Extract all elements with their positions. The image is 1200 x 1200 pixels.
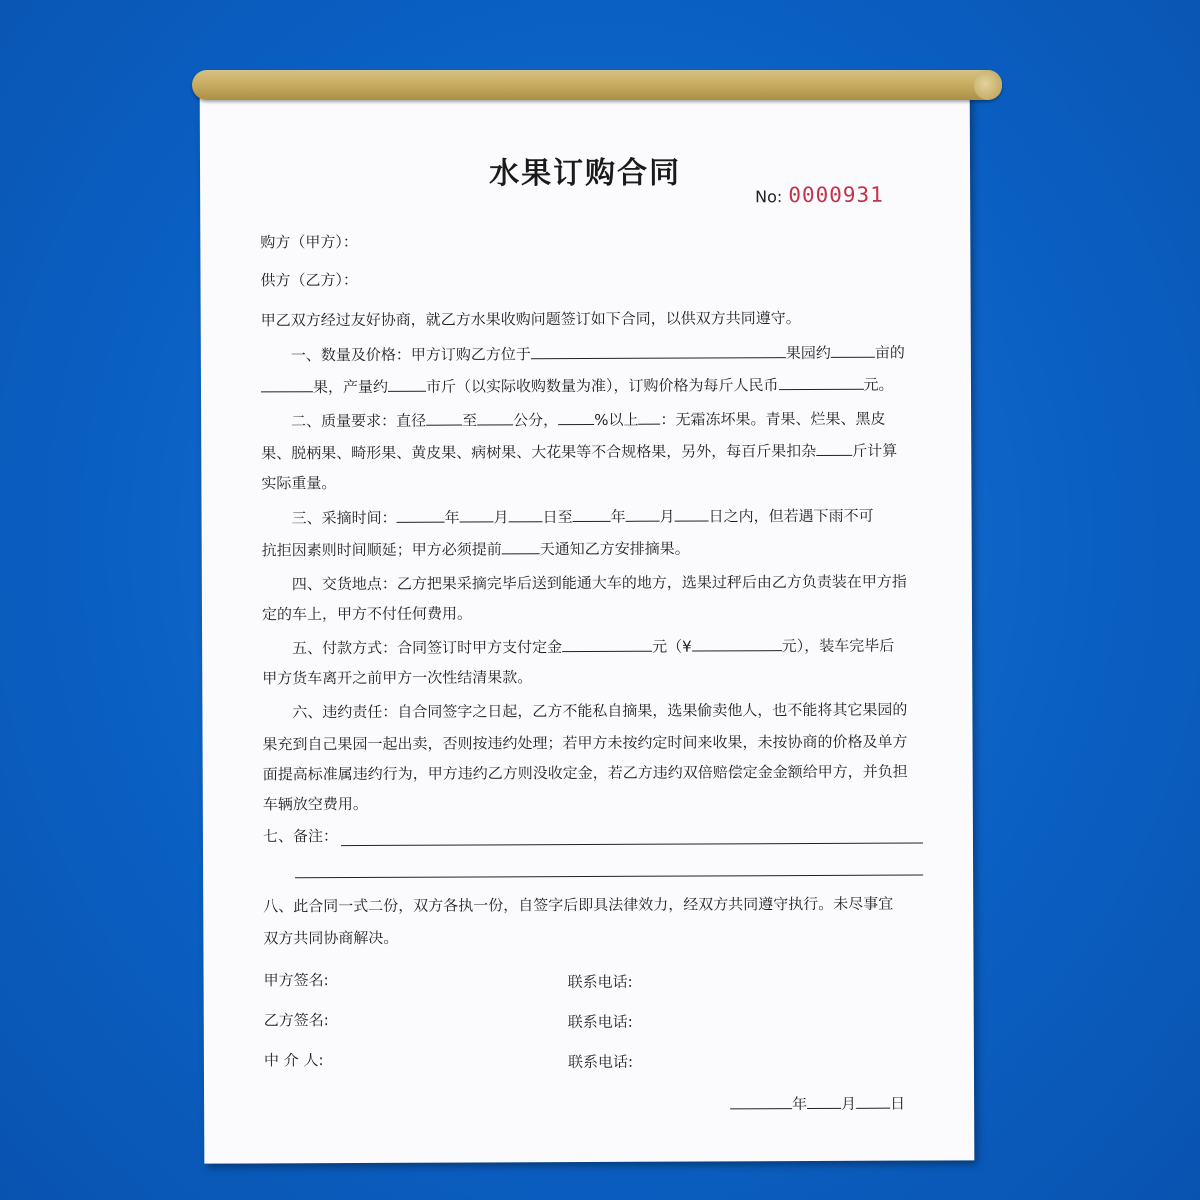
- remarks-line-2[interactable]: [295, 875, 923, 879]
- clause-2-text-d: %以上: [594, 410, 639, 429]
- start-month-blank[interactable]: [460, 507, 494, 522]
- clause-2-text-c: 公分，: [513, 411, 559, 430]
- end-year-blank[interactable]: [573, 507, 611, 522]
- binding-end-cap: [974, 70, 1002, 100]
- clause-6-line-1: 六、违约责任：自合同签字之日起，乙方不能私自摘果，选果偷卖他人，也不能将其它果园的: [292, 700, 908, 722]
- end-day-blank[interactable]: [675, 506, 709, 521]
- clause-1-line-2: [261, 374, 894, 398]
- notice-days-blank[interactable]: [502, 539, 540, 554]
- diameter-max-blank[interactable]: [477, 410, 513, 425]
- start-day-blank[interactable]: [509, 507, 543, 522]
- clause-3-line-1: [292, 505, 874, 529]
- serial-value: 0000931: [788, 182, 884, 208]
- signing-date: [730, 1093, 905, 1115]
- clause-1-text-b: 果园约: [785, 343, 831, 363]
- clause-3-day-to: 日至: [542, 508, 573, 527]
- clause-2-text-e: ：无霜冻坏果。青果、烂果、黑皮: [660, 409, 886, 429]
- deduction-blank[interactable]: [816, 441, 852, 456]
- clause-2-text-a: 二、质量要求：直径: [291, 411, 427, 431]
- deposit-blank[interactable]: [562, 637, 652, 652]
- fruit-type-blank[interactable]: [261, 377, 313, 392]
- price-blank[interactable]: [778, 375, 863, 390]
- clause-5-text-a: 五、付款方式：合同签订时甲方支付定金: [292, 638, 563, 658]
- clause-1-text-d: 果，产量约: [312, 377, 389, 397]
- middleman-label: 中 介 人:: [263, 1051, 324, 1070]
- end-month-blank[interactable]: [626, 507, 660, 522]
- date-year-blank[interactable]: [730, 1094, 792, 1109]
- date-year: 年: [792, 1095, 808, 1114]
- diameter-min-blank[interactable]: [426, 411, 462, 426]
- clause-8-line-2: 双方共同协商解决。: [263, 928, 399, 948]
- contract-sheet: [200, 76, 975, 1163]
- clause-3-text-a: 三、采摘时间：: [291, 508, 397, 528]
- clause-2-text-g: 斤计算: [852, 441, 898, 460]
- intro-text: 甲乙双方经过友好协商，就乙方水果收购问题签订如下合同，以供双方共同遵守。: [260, 309, 801, 330]
- clause-1-line-1: [291, 342, 905, 366]
- clause-5-line-1: [292, 635, 894, 659]
- clause-1-text-f: 元。: [863, 375, 894, 394]
- start-year-blank[interactable]: [397, 508, 445, 523]
- clause-2-text-b: 至: [462, 411, 478, 430]
- clause-6-line-4: 车辆放空费用。: [262, 794, 368, 814]
- clause-5-line-2: 甲方货车离开之前甲方一次性结清果款。: [262, 668, 533, 688]
- clause-4-line-2: 定的车上，甲方不付任何费用。: [261, 604, 473, 624]
- seller-label: 供方（乙方）：: [260, 270, 359, 290]
- date-month-blank[interactable]: [807, 1094, 841, 1109]
- paper-binding-strip: [192, 70, 1002, 100]
- clause-2-line-3: 实际重量。: [261, 474, 337, 493]
- remarks-line-1[interactable]: [341, 843, 923, 847]
- deposit-amount-blank[interactable]: [692, 636, 782, 651]
- date-month: 月: [841, 1094, 857, 1113]
- clause-3-text-b: 日之内，但若遇下雨不可: [708, 506, 874, 526]
- clause-8-line-1: 八、此合同一式二份，双方各执一份，自签字后即具法律效力，经双方共同遵守执行。未尽事宜: [263, 894, 894, 916]
- clause-2-text-f: 果、脱柄果、畸形果、黄皮果、病树果、大花果等不合规格果，另外，每百斤果扣杂: [261, 441, 817, 463]
- grade-blank[interactable]: [638, 410, 660, 425]
- clause-2-line-1: [291, 408, 885, 432]
- clause-1-text-c: 亩的: [874, 343, 905, 362]
- date-day-blank[interactable]: [856, 1094, 890, 1109]
- party-b-phone-label: 联系电话:: [567, 1012, 633, 1032]
- percent-blank[interactable]: [558, 410, 594, 425]
- clause-3-line-2: [262, 538, 690, 561]
- party-b-signature-label: 乙方签名:: [263, 1011, 329, 1030]
- clause-3-year: 年: [444, 508, 460, 527]
- date-day: 日: [890, 1094, 906, 1113]
- orchard-area-blank[interactable]: [831, 343, 875, 358]
- clause-1-text-e: 市斤（以实际收购数量为准），订购价格为每斤人民币: [425, 376, 779, 396]
- clause-4-line-1: 四、交货地点：乙方把果采摘完毕后送到能通大车的地方，选果过秤后由乙方负责装在甲方指: [291, 572, 907, 594]
- clause-6-line-2: 果充到自己果园一起出卖，否则按违约处理；若甲方未按约定时间来收果，未按协商的价格及单方: [262, 732, 908, 754]
- serial-number: [755, 183, 884, 208]
- contract-title: 水果订购合同: [488, 155, 682, 192]
- clause-7-label: 七、备注：: [262, 827, 338, 846]
- clause-5-text-c: 元），装车完毕后: [781, 636, 895, 656]
- clause-5-text-b: 元（¥: [652, 637, 692, 656]
- clause-3-month: 月: [493, 508, 509, 527]
- clause-3-text-c: 抗拒因素则时间顺延；甲方必须提前: [261, 540, 502, 560]
- party-a-phone-label: 联系电话:: [567, 972, 633, 992]
- clause-1-text-a: 一、数量及价格：甲方订购乙方位于: [290, 345, 531, 365]
- clause-3-month-2: 月: [659, 507, 675, 526]
- clause-6-line-3: 面提高标准属违约行为，甲方违约乙方则没收定金，若乙方违约双倍赔偿定金金额给甲方，并负担: [262, 762, 908, 784]
- orchard-location-blank[interactable]: [531, 343, 786, 359]
- middleman-phone-label: 联系电话:: [567, 1052, 634, 1072]
- serial-label: No:: [755, 187, 783, 207]
- buyer-label: 购方（甲方）：: [260, 232, 358, 252]
- party-a-signature-label: 甲方签名:: [263, 971, 329, 990]
- clause-3-year-2: 年: [610, 507, 626, 526]
- clause-3-text-d: 天通知乙方安排摘果。: [539, 539, 690, 559]
- yield-blank[interactable]: [388, 377, 426, 392]
- clause-2-line-2: [261, 440, 897, 464]
